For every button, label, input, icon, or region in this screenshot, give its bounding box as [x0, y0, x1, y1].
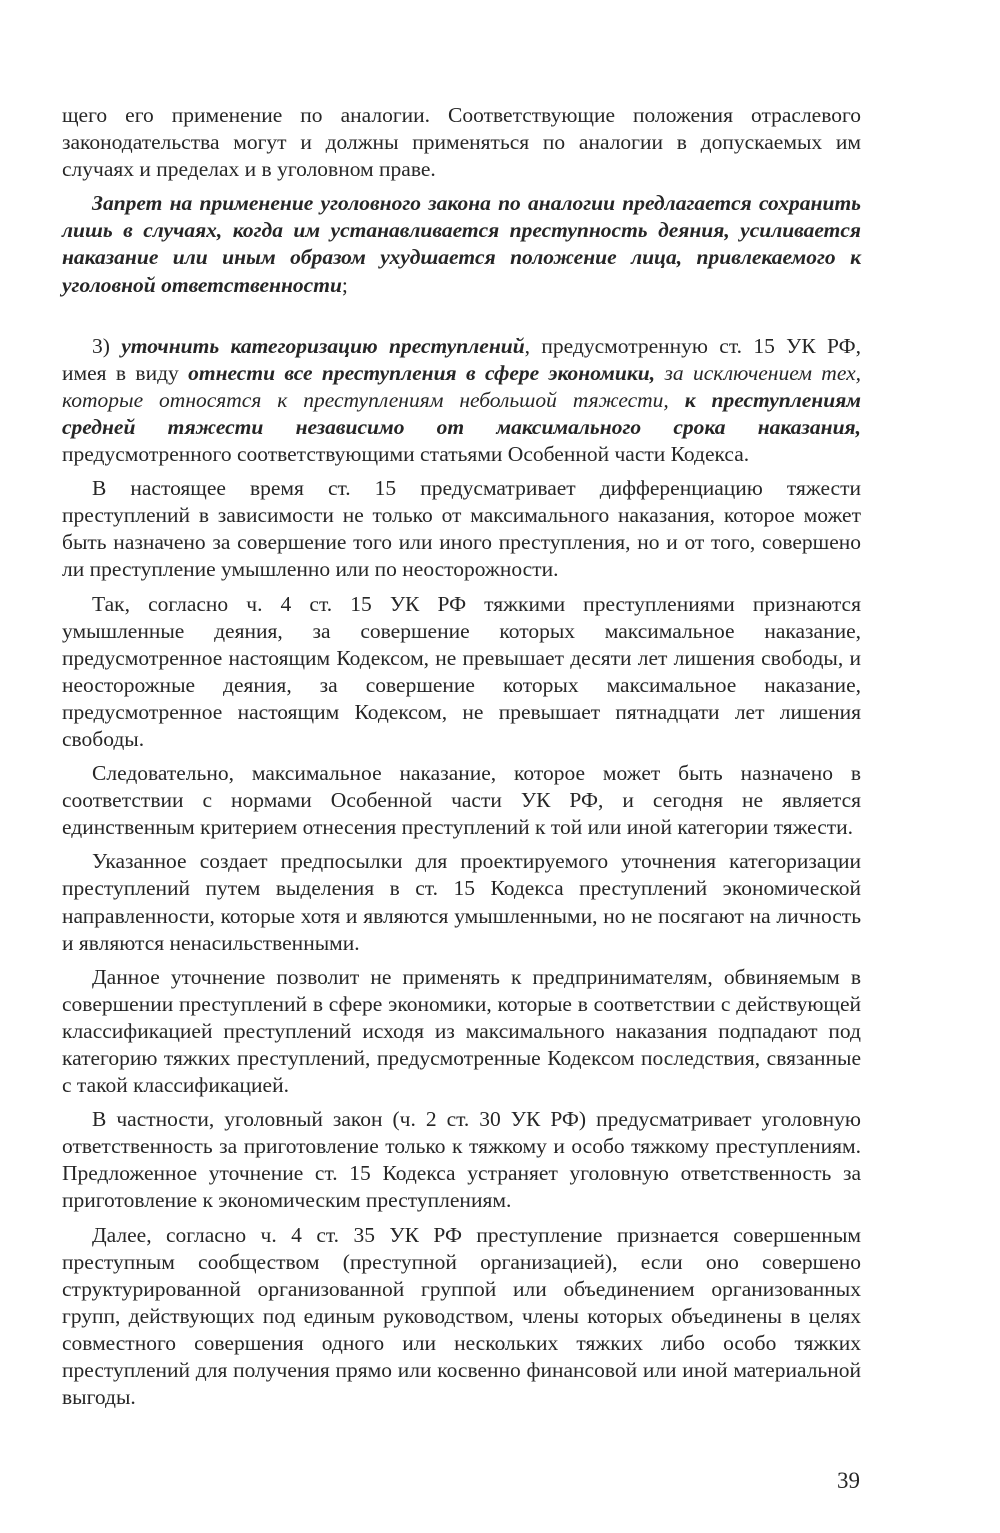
body-text: [62, 102, 861, 1411]
item-text-2: предусмотренного соответствующими статьями Особенной части Кодекса.: [62, 442, 750, 467]
emphasis-medium-gravity: к преступлениям средней тяжести независимо от максимального срока наказания,: [62, 387, 861, 439]
italic-exception: за исключением тех, которые относятся к преступлениям небольшой тяжести,: [62, 360, 861, 412]
emphasis-economic-crimes: отнести все преступления в сфере экономики,: [188, 360, 656, 385]
paragraph-item-3: [62, 333, 861, 468]
paragraph-consequently: Следовательно, максимальное наказание, которое может быть назначено в соответствии с нормами Особенной части УК РФ, и сегодня не является единственным критерием отнесения преступлений к той или иной категории тяжести.: [62, 761, 861, 840]
item-text-1: , предусмотренную ст. 15 УК РФ, имея в виду: [62, 333, 861, 385]
item-number: 3): [92, 333, 122, 358]
paragraph-continuation: щего его применение по аналогии. Соответствующие положения отраслевого законодательства могут и должны применяться по аналогии в допускаемых им случаях и пределах и в уголовном праве.: [62, 103, 861, 182]
paragraph-grave-crimes: Так, согласно ч. 4 ст. 15 УК РФ тяжкими преступлениями признаются умышленные деяния, за совершение которых максимальное наказание, предусмотренное настоящим Кодексом, не превышает десяти лет лишения свободы, и неосторожные деяния, за совершение которых максимальное наказание, предусмотренное настоящим Кодексом, не превышает пятнадцати лет лишения свободы.: [62, 591, 861, 751]
paragraph-prerequisites: Указанное создает предпосылки для проектируемого уточнения категоризации преступлений путем выделения в ст. 15 Кодекса преступлений экономической направленности, которые хотя и являются умышленными, но не посягают на личность и являются ненасильственными.: [62, 849, 861, 955]
paragraph-current-article-15: В настоящее время ст. 15 предусматривает дифференциацию тяжести преступлений в зависимости не только от максимального наказания, которое может быть назначено за совершение того или иного преступления, но и от того, совершено ли преступление умышленно или по неосторожности.: [62, 476, 861, 582]
paragraph-preparation: В частности, уголовный закон (ч. 2 ст. 30 УК РФ) предусматривает уголовную ответственность за приготовление только к тяжкому и особо тяжкому преступлениям. Предложенное уточнение ст. 15 Кодекса устраняет уголовную ответственность за приготовление к экономическим преступлениям.: [62, 1107, 861, 1213]
paragraph-analogy-ban: [62, 190, 861, 298]
emphasis-categorization: уточнить категоризацию преступлений: [121, 333, 525, 358]
paragraph-end-mark: ;: [341, 272, 348, 297]
emphasis-analogy-ban: Запрет на применение уголовного закона по аналогии предлагается сохранить лишь в случаях, когда им устанавливается преступность деяния, усиливается наказание или иным образом ухудшается положение лица, привлекаемого к уголовной ответственности: [62, 191, 861, 297]
page-number: 39: [837, 1468, 860, 1493]
paragraph-criminal-community: Далее, согласно ч. 4 ст. 35 УК РФ преступление признается совершенным преступным сообществом (преступной организацией), если оно совершено структурированной организованной группой или объединением организованных групп, действующих под единым руководством, члены которых объединены в целях совместного совершения одного или нескольких тяжких либо особо тяжких преступлений для получения прямо или косвенно финансовой или иной материальной выгоды.: [62, 1222, 861, 1410]
paragraph-clarification: Данное уточнение позволит не применять к предпринимателям, обвиняемым в совершении преступлений в сфере экономики, которые в соответствии с действующей классификацией преступлений исходя из максимального наказания подпадают под категорию тяжких преступлений, предусмотренные Кодексом последствия, связанные с такой классификацией.: [62, 964, 861, 1098]
